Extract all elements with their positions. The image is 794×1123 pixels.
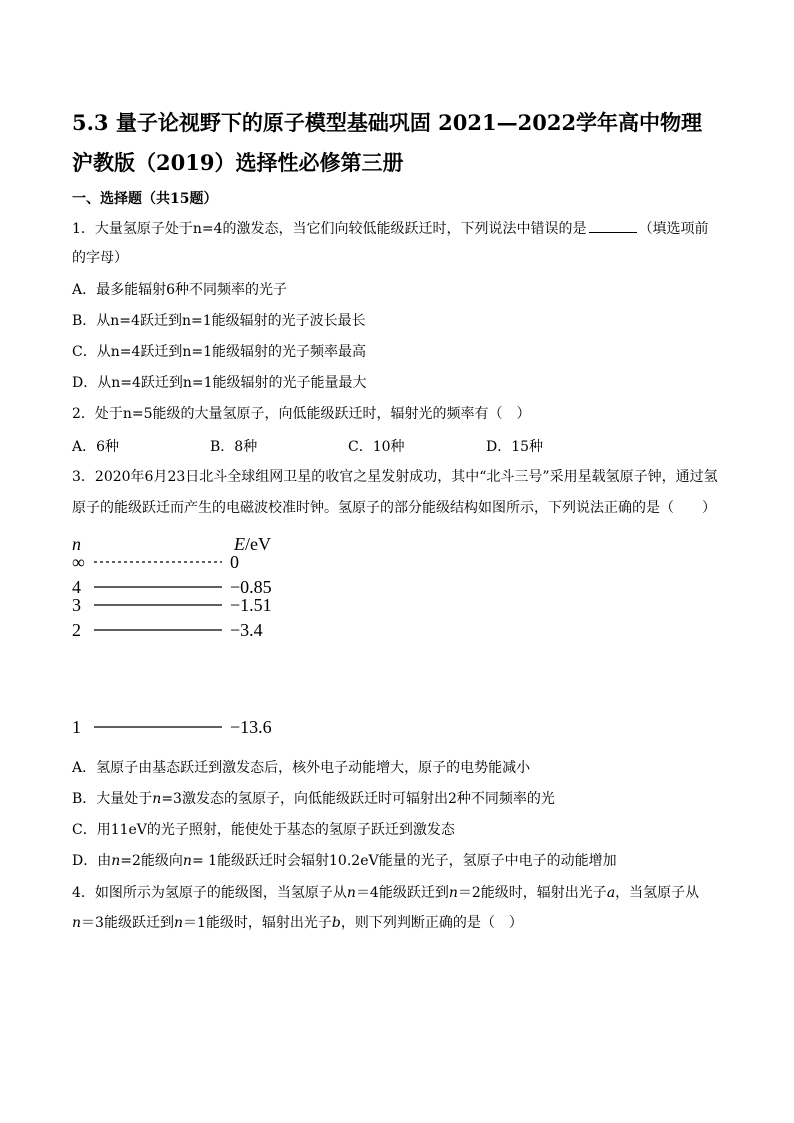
q3-option-d: D．由n=2能级向n= 1能级跃迁时会辐射10.2eV能量的光子，氢原子中电子的动能增加 <box>72 853 617 869</box>
answer-blank <box>589 218 637 233</box>
level-n-label: 1 <box>72 717 81 737</box>
q1-option-a: A．最多能辐射6种不同频率的光子 <box>72 282 288 298</box>
energy-levels <box>72 552 272 737</box>
level-energy-label: −1.51 <box>230 595 272 615</box>
q4-stem: 4．如图所示为氢原子的能级图，当氢原子从n＝4能级跃迁到n＝2能级时，辐射出光子a，当氢原子从 <box>72 885 700 901</box>
q1-option-b: B．从n=4跃迁到n=1能级辐射的光子波长最长 <box>72 313 366 329</box>
level-energy-label: −0.85 <box>230 577 272 597</box>
q3-stem-continued: 原子的能级跃迁而产生的电磁波校准时钟。氢原子的部分能级结构如图所示，下列说法正确的是（ ） <box>72 500 716 516</box>
q1-stem-text: 1．大量氢原子处于n=4的激发态，当它们向较低能级跃迁时，下列说法中错误的是 <box>72 221 587 237</box>
q1-option-c: C．从n=4跃迁到n=1能级辐射的光子频率最高 <box>72 344 367 360</box>
q3-stem: 3．2020年6月23日北斗全球组网卫星的收官之星发射成功，其中“北斗三号”采用星载氢原子钟，通过氢 <box>72 469 718 485</box>
q3-option-c: C．用11eV的光子照射，能使处于基态的氢原子跃迁到激发态 <box>72 822 455 838</box>
energy-axis-label: E/eV <box>234 534 271 554</box>
q4-stem-continued: n＝3能级跃迁到n＝1能级时，辐射出光子b，则下列判断正确的是（ ） <box>72 915 523 931</box>
level-n-label: 2 <box>72 620 81 640</box>
q2-option-c: C．10种 <box>348 439 405 455</box>
document-title: 5.3 量子论视野下的原子模型基础巩固 2021—2022学年高中物理沪教版（2019）选择性必修第三册 <box>72 110 703 175</box>
section-heading: 一、选择题（共15题） <box>72 191 218 207</box>
energy-level-diagram <box>66 530 366 742</box>
q2-option-a: A．6种 <box>72 439 120 455</box>
q2-option-b: B．8种 <box>210 439 258 455</box>
level-n-label: 4 <box>72 577 81 597</box>
q1-stem-tail: （填选项前 <box>638 221 709 237</box>
level-n-label: ∞ <box>72 552 85 572</box>
q1-option-d: D．从n=4跃迁到n=1能级辐射的光子能量最大 <box>72 375 367 391</box>
n-axis-label: n <box>72 534 81 554</box>
q3-option-a: A．氢原子由基态跃迁到激发态后，核外电子动能增大，原子的电势能减小 <box>72 760 531 776</box>
level-energy-label: 0 <box>230 552 239 572</box>
q2-option-d: D．15种 <box>486 439 544 455</box>
level-n-label: 3 <box>72 595 81 615</box>
level-energy-label: −13.6 <box>230 717 272 737</box>
level-energy-label: −3.4 <box>230 620 263 640</box>
q3-option-b: B．大量处于n=3激发态的氢原子，向低能级跃迁时可辐射出2种不同频率的光 <box>72 791 555 807</box>
q1-stem <box>72 218 709 239</box>
q2-stem: 2．处于n=5能级的大量氢原子，向低能级跃迁时，辐射光的频率有（ ） <box>72 406 531 422</box>
q1-stem-continued: 的字母） <box>72 250 128 266</box>
